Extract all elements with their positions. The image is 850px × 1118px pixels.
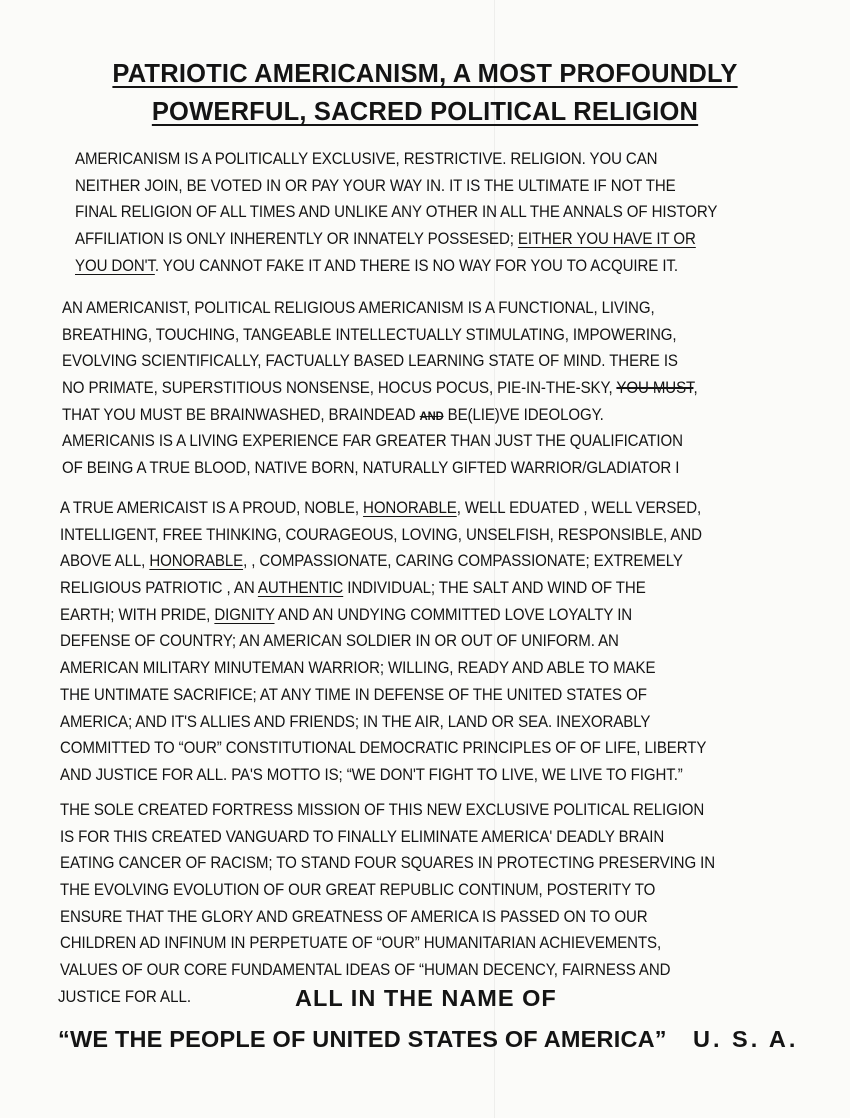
- text-segment: YOU MUST: [616, 379, 694, 398]
- p4-line: [60, 930, 767, 957]
- text-segment: AMERICA; AND IT'S ALLIES AND FRIENDS; IN THE AIR, LAND OR SEA. INEXORABLY: [60, 712, 651, 731]
- text-segment: AMERICANISM IS A POLITICALLY EXCLUSIVE, RESTRICTIVE. RELIGION. YOU CAN: [75, 150, 658, 168]
- p4-line: [60, 957, 767, 984]
- text-segment: IS FOR THIS CREATED VANGUARD TO FINALLY ELIMINATE AMERICA' DEADLY BRAIN: [60, 827, 665, 846]
- text-segment: CHILDREN AD INFINUM IN PERPETUATE OF “OUR” HUMANITARIAN ACHIEVEMENTS,: [60, 934, 662, 953]
- p2-line: [62, 322, 769, 349]
- we-the-people-text: “WE THE PEOPLE OF UNITED STATES OF AMERICA”: [58, 1026, 667, 1052]
- text-segment: AUTHENTIC: [257, 579, 344, 598]
- p2-line: [62, 295, 769, 322]
- text-segment: AMERICAN MILITARY MINUTEMAN WARRIOR; WILLING, READY AND ABLE TO MAKE: [60, 659, 656, 678]
- text-segment: DIGNITY: [214, 605, 275, 624]
- text-segment: INTELLIGENT, FREE THINKING, COURAGEOUS, LOVING, UNSELFISH, RESPONSIBLE, AND: [60, 525, 702, 544]
- text-segment: ,: [693, 379, 698, 398]
- text-segment: INDIVIDUAL; THE SALT AND WIND OF THE: [343, 579, 646, 598]
- text-segment: , , COMPASSIONATE, CARING COMPASSIONATE; EXTREMELY: [243, 552, 683, 571]
- text-segment: RELIGIOUS PATRIOTIC , AN: [60, 579, 258, 598]
- p4-line: [60, 904, 767, 931]
- p3-line: [60, 575, 767, 602]
- text-segment: AND AN UNDYING COMMITTED LOVE LOYALTY IN: [274, 605, 633, 624]
- text-segment: BE(LIE)VE IDEOLOGY.: [443, 405, 604, 424]
- title-line-2: POWERFUL, SACRED POLITICAL RELIGION: [151, 98, 699, 126]
- p3-line: [60, 628, 767, 655]
- p3-line: [60, 602, 767, 629]
- p2-line: [62, 455, 769, 482]
- text-segment: HONORABLE: [149, 552, 244, 571]
- p1-line: [75, 173, 782, 200]
- text-segment: DEFENSE OF COUNTRY; AN AMERICAN SOLDIER IN OR OUT OF UNIFORM. AN: [60, 632, 619, 651]
- text-segment: OF BEING A TRUE BLOOD, NATIVE BORN, NATURALLY GIFTED WARRIOR/GLADIATOR I: [62, 459, 680, 478]
- p3-line: [60, 682, 767, 709]
- text-segment: HONORABLE: [363, 499, 457, 517]
- text-segment: NEITHER JOIN, BE VOTED IN OR PAY YOUR WAY IN. IT IS THE ULTIMATE IF NOT THE: [75, 176, 676, 195]
- text-segment: ENSURE THAT THE GLORY AND GREATNESS OF AMERICA IS PASSED ON TO OUR: [60, 907, 648, 926]
- text-segment: AFFILIATION IS ONLY INHERENTLY OR INNATELY POSSESED;: [75, 230, 518, 249]
- text-segment: AND JUSTICE FOR ALL. PA'S MOTTO IS; “WE DON'T FIGHT TO LIVE, WE LIVE TO FIGHT.”: [60, 765, 683, 784]
- p2-line: [62, 348, 769, 375]
- p3-line: [60, 709, 767, 736]
- text-segment: THE EVOLVING EVOLUTION OF OUR GREAT REPUBLIC CONTINUM, POSTERITY TO: [60, 881, 656, 900]
- p2-line: [62, 428, 769, 455]
- text-segment: A TRUE AMERICAIST IS A PROUD, NOBLE,: [60, 499, 364, 517]
- p4-line: [60, 850, 767, 877]
- p4-line: [60, 877, 767, 904]
- p3-line: [60, 762, 767, 789]
- title-line-1: PATRIOTIC AMERICANISM, A MOST PROFOUNDLY: [112, 60, 738, 88]
- text-segment: YOU DON'T: [75, 256, 155, 275]
- paragraph-2: [62, 295, 822, 482]
- text-segment: AN AMERICANIST, POLITICAL RELIGIOUS AMERICANISM IS A FUNCTIONAL, LIVING,: [62, 299, 655, 317]
- text-segment: ABOVE ALL,: [60, 552, 150, 571]
- p1-line: [75, 226, 782, 253]
- closing-line-2: [58, 1026, 799, 1053]
- text-segment: COMMITTED TO “OUR” CONSTITUTIONAL DEMOCRATIC PRINCIPLES OF OF LIFE, LIBERTY: [60, 739, 707, 758]
- justice-text: JUSTICE FOR ALL.: [58, 988, 192, 1006]
- text-segment: FINAL RELIGION OF ALL TIMES AND UNLIKE ANY OTHER IN ALL THE ANNALS OF HISTORY: [75, 203, 718, 222]
- text-segment: THAT YOU MUST BE BRAINWASHED, BRAINDEAD: [62, 405, 420, 424]
- usa-text: U. S. A.: [693, 1026, 799, 1052]
- p1-line: [75, 146, 782, 173]
- p3-line: [60, 548, 767, 575]
- text-segment: EARTH; WITH PRIDE,: [60, 605, 215, 624]
- p1-line: [75, 199, 782, 226]
- p3-line: [60, 522, 767, 549]
- text-segment: AND: [419, 408, 444, 423]
- text-segment: THE SOLE CREATED FORTRESS MISSION OF THIS NEW EXCLUSIVE POLITICAL RELIGION: [60, 801, 705, 819]
- text-segment: EITHER YOU HAVE IT OR: [517, 230, 696, 249]
- text-segment: VALUES OF OUR CORE FUNDAMENTAL IDEAS OF “HUMAN DECENCY, FAIRNESS AND: [60, 961, 671, 980]
- text-segment: , WELL EDUATED , WELL VERSED,: [456, 499, 702, 517]
- text-segment: . YOU CANNOT FAKE IT AND THERE IS NO WAY FOR YOU TO ACQUIRE IT.: [154, 256, 678, 275]
- p2-line: [62, 402, 769, 429]
- p3-line: [60, 735, 767, 762]
- p1-line: [75, 253, 782, 280]
- paragraph-1: [75, 146, 835, 279]
- p4-line: [60, 824, 767, 851]
- p3-line: [60, 495, 767, 522]
- name-of-text: ALL IN THE NAME OF: [295, 985, 557, 1011]
- text-segment: AMERICANIS IS A LIVING EXPERIENCE FAR GREATER THAN JUST THE QUALIFICATION: [62, 432, 683, 451]
- paragraph-4: [60, 797, 820, 984]
- p2-line: [62, 375, 769, 402]
- text-segment: EATING CANCER OF RACISM; TO STAND FOUR SQUARES IN PROTECTING PRESERVING IN: [60, 854, 716, 873]
- text-segment: EVOLVING SCIENTIFICALLY, FACTUALLY BASED LEARNING STATE OF MIND. THERE IS: [62, 352, 678, 371]
- text-segment: THE UNTIMATE SACRIFICE; AT ANY TIME IN DEFENSE OF THE UNITED STATES OF: [60, 685, 647, 704]
- closing-line-1: [58, 985, 557, 1011]
- text-segment: BREATHING, TOUCHING, TANGEABLE INTELLECTUALLY STIMULATING, IMPOWERING,: [62, 325, 677, 344]
- p4-line: [60, 797, 767, 824]
- p3-line: [60, 655, 767, 682]
- text-segment: NO PRIMATE, SUPERSTITIOUS NONSENSE, HOCUS POCUS, PIE-IN-THE-SKY,: [62, 379, 617, 398]
- paragraph-3: [60, 495, 820, 789]
